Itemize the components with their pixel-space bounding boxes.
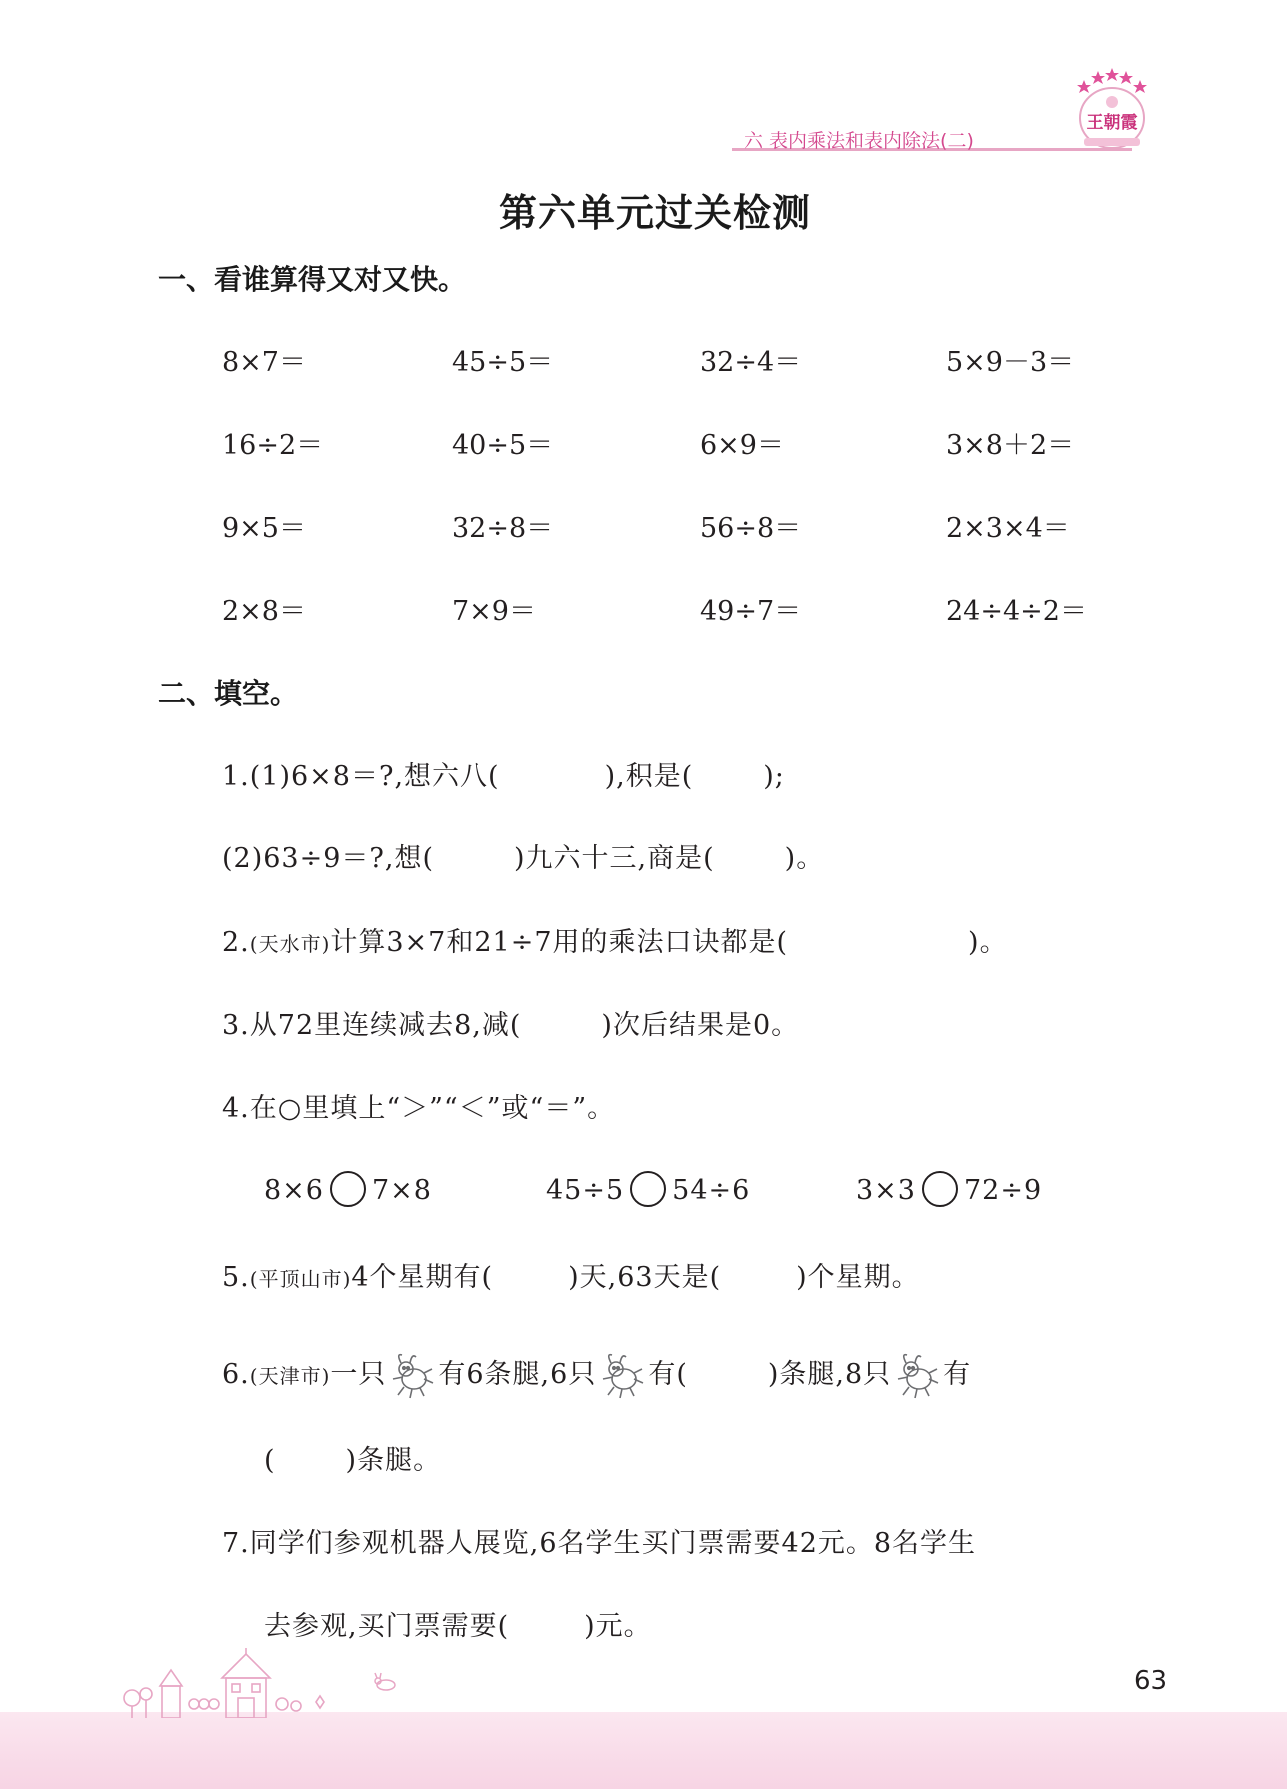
star-badge-icon [1070, 62, 1154, 152]
logo-text: 王朝霞 [1086, 113, 1138, 133]
source-tag: (天水市) [249, 932, 331, 956]
calc-item: 40÷5＝ [452, 430, 554, 461]
calc-item: 2×8＝ [222, 596, 306, 627]
insect-cartoon-icon [386, 1349, 438, 1401]
calc-item: 24÷4÷2＝ [946, 596, 1087, 627]
calc-item: 49÷7＝ [700, 596, 802, 627]
question-3: 3.从72里连续减去8,减( )次后结果是0。 [222, 1010, 800, 1041]
footer-band [0, 1712, 1287, 1789]
calc-item: 9×5＝ [222, 513, 306, 544]
chapter-label: 六 表内乘法和表内除法(二) [744, 130, 974, 152]
source-tag: (平顶山市) [249, 1267, 352, 1291]
compare-circle[interactable] [922, 1171, 958, 1207]
calc-item: 45÷5＝ [452, 347, 554, 378]
calc-item: 32÷8＝ [452, 513, 554, 544]
compare-pair: 45÷5 54÷6 [546, 1171, 750, 1207]
calc-item: 3×8＋2＝ [946, 430, 1075, 461]
bunny-doodle-icon [372, 1672, 398, 1692]
page-title: 第六单元过关检测 [498, 191, 811, 235]
question-4: 4.在○里填上“＞”“＜”或“＝”。 [222, 1093, 616, 1124]
calc-item: 8×7＝ [222, 347, 306, 378]
calc-item: 56÷8＝ [700, 513, 802, 544]
source-tag: (天津市) [249, 1364, 331, 1388]
question-6: 6.(天津市)一只 有6条腿,6只 有( )条腿,8只 有 [222, 1349, 971, 1401]
calc-item: 7×9＝ [452, 596, 536, 627]
insect-cartoon-icon [891, 1349, 943, 1401]
compare-pair: 3×3 72÷9 [856, 1171, 1042, 1207]
question-1-part2: (2)63÷9＝?,想( )九六十三,商是( )。 [222, 843, 825, 874]
compare-pair: 8×6 7×8 [264, 1171, 432, 1207]
calc-item: 16÷2＝ [222, 430, 324, 461]
page-number: 63 [1134, 1666, 1168, 1696]
question-6-line2: ( )条腿。 [264, 1445, 442, 1476]
insect-cartoon-icon [596, 1349, 648, 1401]
calc-item: 2×3×4＝ [946, 513, 1070, 544]
calc-item: 32÷4＝ [700, 347, 802, 378]
calc-item: 5×9－3＝ [946, 347, 1075, 378]
question-7-line2: 去参观,买门票需要( )元。 [264, 1611, 652, 1642]
calc-item: 6×9＝ [700, 430, 784, 461]
compare-circle[interactable] [330, 1171, 366, 1207]
section1-heading: 一、看谁算得又对又快。 [158, 263, 467, 296]
question-5: 5.(平顶山市)4个星期有( )天,63天是( )个星期。 [222, 1262, 920, 1293]
question-2: 2.(天水市)计算3×7和21÷7用的乘法口诀都是( )。 [222, 927, 1008, 958]
question-7-line1: 7.同学们参观机器人展览,6名学生买门票需要42元。8名学生 [222, 1528, 977, 1559]
compare-circle[interactable] [630, 1171, 666, 1207]
question-1-part1: 1.(1)6×8＝?,想六八( ),积是( ); [222, 761, 785, 792]
section2-heading: 二、填空。 [158, 677, 299, 710]
castle-illustration-icon [120, 1648, 350, 1718]
